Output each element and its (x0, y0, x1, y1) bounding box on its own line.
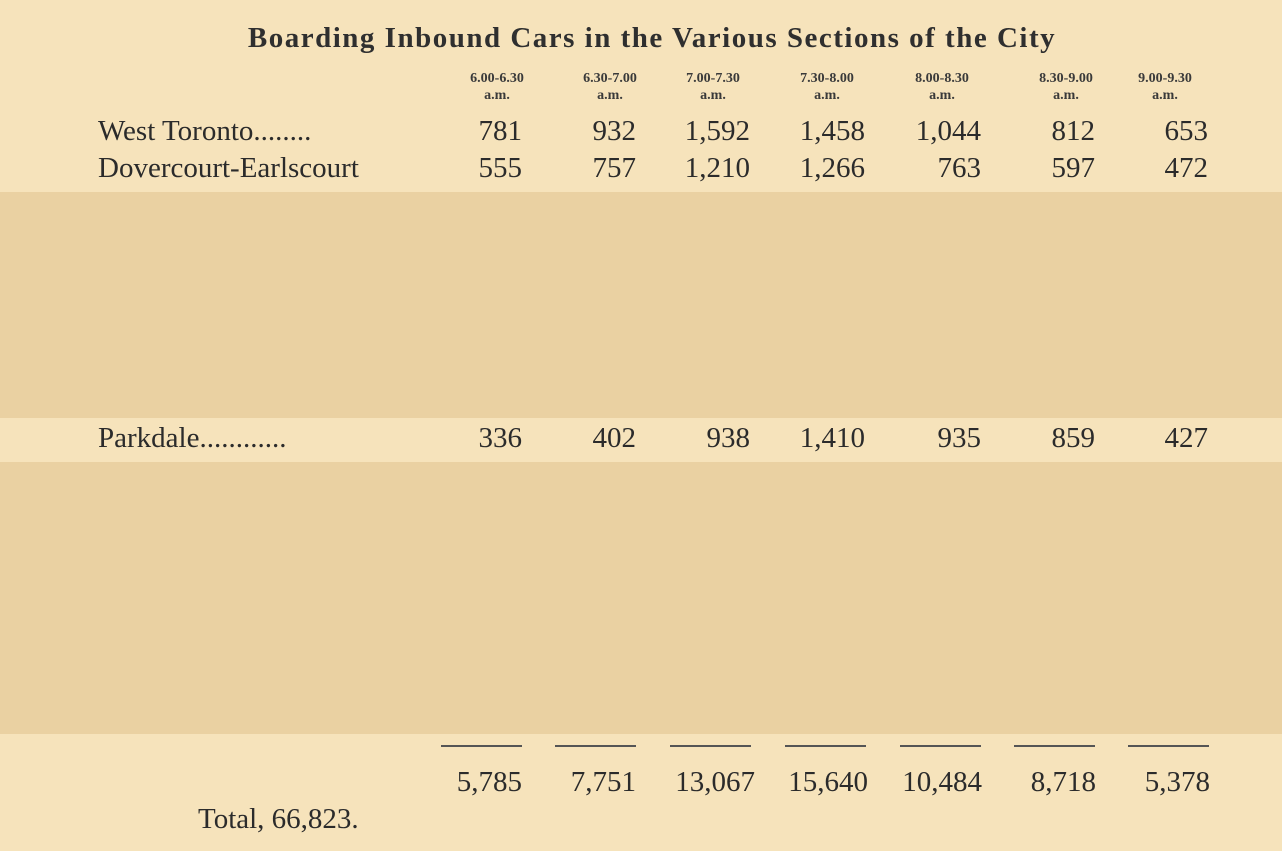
grand-total: Total, 66,823. (198, 803, 359, 835)
table-cell: 653 (1164, 115, 1208, 147)
column-header-suffix: a.m. (1152, 88, 1178, 103)
column-header-suffix: a.m. (484, 88, 510, 103)
table-cell: 932 (592, 115, 636, 147)
column-header-3 (663, 70, 763, 104)
table-cell: 757 (592, 152, 636, 184)
row-label-west-toronto: West Toronto........ (98, 115, 312, 147)
masked-region (0, 192, 1282, 418)
sum-rule (900, 745, 981, 747)
table-cell: 1,210 (684, 152, 750, 184)
table-cell: 1,410 (799, 422, 865, 454)
column-total: 5,785 (456, 766, 522, 798)
column-header-suffix: a.m. (929, 88, 955, 103)
column-header-time: 6.00-6.30 (470, 71, 524, 86)
table-cell: 1,266 (799, 152, 865, 184)
table-cell: 859 (1051, 422, 1095, 454)
column-header-suffix: a.m. (700, 88, 726, 103)
column-header-time: 7.30-8.00 (800, 71, 854, 86)
column-header-5 (892, 70, 992, 104)
column-total: 15,640 (788, 766, 868, 798)
column-total: 7,751 (570, 766, 636, 798)
table-cell: 555 (478, 152, 522, 184)
sum-rule (441, 745, 522, 747)
column-total: 10,484 (902, 766, 982, 798)
column-header-time: 8.30-9.00 (1039, 71, 1093, 86)
column-header-4 (777, 70, 877, 104)
column-header-suffix: a.m. (814, 88, 840, 103)
masked-region (0, 462, 1282, 734)
table-cell: 472 (1164, 152, 1208, 184)
table-cell: 938 (706, 422, 750, 454)
column-header-1 (447, 70, 547, 104)
column-header-suffix: a.m. (1053, 88, 1079, 103)
column-total: 8,718 (1030, 766, 1096, 798)
column-header-time: 8.00-8.30 (915, 71, 969, 86)
column-header-suffix: a.m. (597, 88, 623, 103)
table-cell: 812 (1051, 115, 1095, 147)
row-label-dovercourt-earlscourt: Dovercourt-Earlscourt (98, 152, 359, 184)
table-title: Boarding Inbound Cars in the Various Sections of the City (247, 22, 1057, 54)
table-cell: 427 (1164, 422, 1208, 454)
sum-rule (785, 745, 866, 747)
table-cell: 1,044 (915, 115, 981, 147)
table-cell: 1,592 (684, 115, 750, 147)
table-cell: 597 (1051, 152, 1095, 184)
row-label-parkdale: Parkdale............ (98, 422, 287, 454)
sum-rule (1014, 745, 1095, 747)
sum-rule (670, 745, 751, 747)
column-header-time: 9.00-9.30 (1138, 71, 1192, 86)
column-header-2 (560, 70, 660, 104)
sum-rule (555, 745, 636, 747)
column-header-7 (1115, 70, 1215, 104)
column-header-time: 7.00-7.30 (686, 71, 740, 86)
table-cell: 781 (478, 115, 522, 147)
table-cell: 935 (937, 422, 981, 454)
column-header-6 (1016, 70, 1116, 104)
sum-rule (1128, 745, 1209, 747)
column-total: 13,067 (675, 766, 755, 798)
column-total: 5,378 (1144, 766, 1210, 798)
table-cell: 1,458 (799, 115, 865, 147)
table-cell: 336 (478, 422, 522, 454)
table-cell: 402 (592, 422, 636, 454)
table-cell: 763 (937, 152, 981, 184)
column-header-time: 6.30-7.00 (583, 71, 637, 86)
